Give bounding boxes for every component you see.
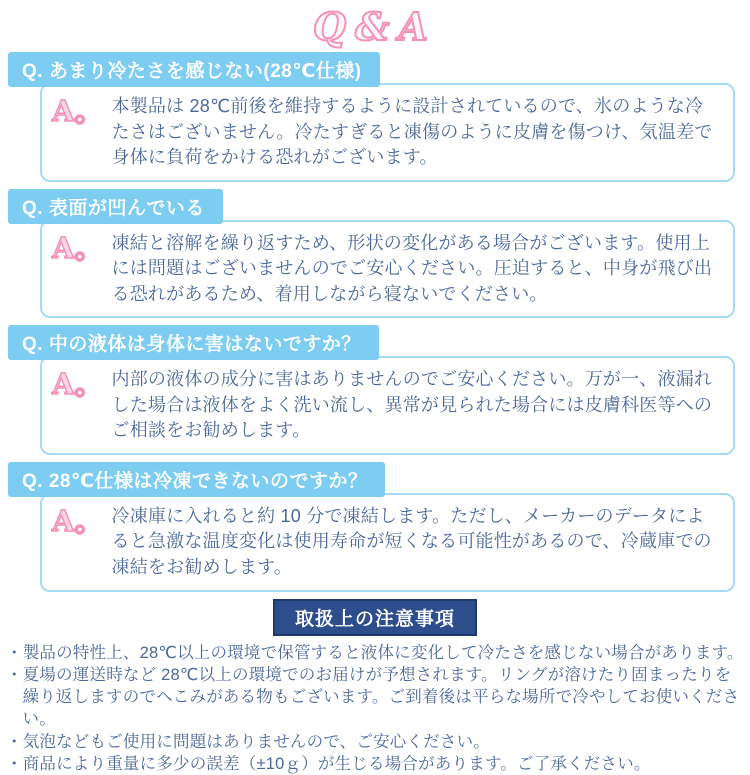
answer-text: 内部の液体の成分に害はありませんのでご安心ください。万が一、液漏れした場合は液体をよく洗い流し、異常が見られた場合には皮膚科医等へのご相談をお勧めします。	[111, 369, 713, 441]
note-bullet: ・	[6, 732, 23, 751]
notes-list	[0, 642, 750, 775]
answer-text: 冷凍庫に入れると約 10 分で凍結します。ただし、メーカーのデータによると急激な温度変化は使用寿命が短くなる可能性があるので、冷蔵庫での凍結をお勧めします。	[111, 505, 712, 578]
qa-block-1	[0, 52, 750, 182]
notice-title: 取扱上の注意事項	[273, 599, 477, 636]
answer-box	[40, 83, 735, 182]
qa-block-3	[0, 325, 750, 455]
answer-prefix: A。	[52, 367, 104, 402]
page-title: Q&A	[313, 4, 437, 49]
notice-title-row	[0, 599, 750, 636]
qa-block-2	[0, 189, 750, 319]
answer-box	[40, 220, 735, 319]
note-item	[6, 642, 744, 664]
answer-text: 凍結と溶解を繰り返すため、形状の変化がある場合がございます。使用上には問題はございませんのでご安心ください。圧迫すると、中身が飛び出る恐れがあるため、着用しながら寝ないでください。	[111, 232, 713, 304]
note-text: 夏場の運送時など 28℃以上の環境でのお届けが予想されます。リングが溶けたり固まったりを繰り返しますのでへこみがある物もございます。ご到着後は平らな場所で冷やしてお使いください。	[22, 665, 740, 729]
question-header: Q. 28℃仕様は冷凍できないのですか？	[8, 462, 385, 497]
answer-prefix: A。	[52, 94, 104, 128]
qa-block-4	[0, 462, 750, 592]
note-text: 商品により重量に多少の誤差（±10ｇ）が生じる場合があります。ご了承ください。	[22, 754, 651, 773]
answer-prefix: A。	[52, 230, 104, 265]
note-item	[6, 664, 744, 731]
question-header: Q. 中の液体は身体に害はないですか？	[8, 325, 379, 360]
question-header: Q. あまり冷たさを感じない(28℃仕様)	[8, 52, 380, 87]
note-text: 気泡などもご使用に問題はありませんので、ご安心ください。	[22, 732, 490, 751]
question-header: Q. 表面が凹んでいる	[8, 189, 223, 224]
note-bullet: ・	[6, 665, 23, 684]
note-item	[6, 753, 744, 775]
answer-box	[40, 356, 735, 455]
note-item	[6, 731, 744, 753]
answer-text: 本製品は 28℃前後を維持するように設計されているので、氷のような冷たさはございません。冷たすぎると凍傷のように皮膚を傷つけ、気温差で身体に負荷をかける恐れがございます。	[111, 96, 713, 168]
note-bullet: ・	[6, 754, 23, 773]
answer-prefix: A。	[52, 503, 104, 538]
note-text: 製品の特性上、28℃以上の環境で保管すると液体に変化して冷たさを感じない場合があります。	[22, 643, 744, 662]
answer-box	[40, 493, 735, 592]
note-bullet: ・	[6, 643, 23, 662]
